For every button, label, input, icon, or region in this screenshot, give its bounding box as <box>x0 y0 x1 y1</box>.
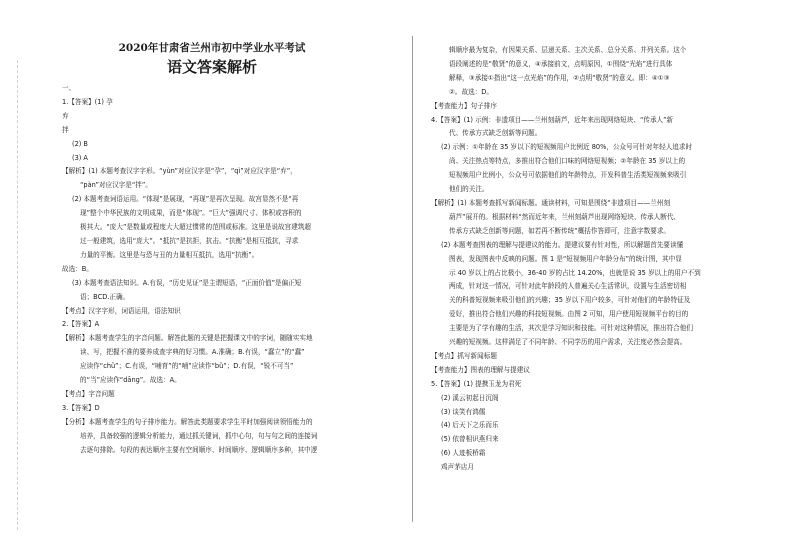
left-text-line: 【解析】本题考查学生的字音问题。解答此题的关键是把握课文中的字词，随随实实地 <box>62 334 313 343</box>
right-text-line: 鸡声茅店月 <box>441 463 474 472</box>
right-text-line: 4.【答案】(1) 示例：非遗项目——兰州刻葫芦，近年来出现网络短块、“传承人”新 <box>431 115 674 124</box>
right-text-line: 传承方式缺乏创新等问题，如若再不断传统”概括作答即可，注意字数要求。 <box>449 226 671 235</box>
left-text-line: 去逐句排除。句段的表达顺序主要有空间顺序、时间顺序、逻辑顺序多种，其中逻 <box>80 445 318 454</box>
left-text-line: 应读作“chǔ”；C.有误，“哺育”的“哺”应读作“bǔ”；D.有误，“锐不可当” <box>80 362 294 371</box>
right-text-line: 葫芦”展开的。根据材料“然而近年来，兰州刻葫芦出现网络短块、传承人断代、 <box>449 212 681 221</box>
left-text-line: 【考点】字音问题 <box>62 389 115 398</box>
binding-margin-line <box>17 60 18 530</box>
left-text-line: 力量的平衡。这里是与恐与丑的力量相互抵抗，选用“抗衡”。 <box>80 250 259 259</box>
left-text-line: 过一般建筑，选用“庞大”。“抵抗”是抗拒，抗击。“抗衡”是相互抵抗，寻求 <box>80 236 299 245</box>
left-text-line: (2) 本题考查词语运用。“体现”是展现，“再现”是再次呈现。故宫显然不是“再 <box>72 195 299 204</box>
right-text-line: (5) 依曾相识燕归来 <box>441 435 499 444</box>
right-text-line: 【解析】(1) 本题考查抓写新闻标题。通读材料，可知是围绕“非遗项目——兰州刻 <box>431 198 671 207</box>
right-text-line: 5.【答案】(1) 提携玉龙为君死 <box>431 379 522 388</box>
right-text-line: 语段阐述的是“敬贤”的意义，④承接前文，点明原因，①围绕“光焰”进行具体 <box>449 59 673 68</box>
right-text-line: (2) 溪云初起日沉阁 <box>441 393 499 402</box>
right-column-body <box>431 44 758 475</box>
right-text-line: 爱好，推出符合他们兴趣的科技短视频。由图 2 可知，用户使用短视频平台的目的 <box>449 310 689 319</box>
right-text-line: 解释，③承接①指出“这一点光焰”的作用，②点明“敬贤”的意义。即：④①③ <box>449 73 670 82</box>
left-text-line: 2.【答案】A <box>62 320 100 329</box>
left-text-line: (3) A <box>72 153 88 162</box>
left-text-line: 拌 <box>62 125 69 134</box>
right-text-line: (2) 示例：①年龄在 35 岁以下的短视频用户比例近 80%，公众号可针对年轻人追求时 <box>441 143 693 152</box>
left-text-line: 一、 <box>62 84 76 92</box>
right-text-line: 代、传承方式缺乏创新等问题。 <box>449 129 542 138</box>
left-text-line: 【分析】本题考查学生的句子排序能力。解答此类题要求学生平时加强阅读领悟能力的 <box>62 417 313 426</box>
answer-key-title: 语文答案解析 <box>166 58 257 76</box>
left-text-line: (2) B <box>72 139 88 148</box>
right-text-line: 【考查能力】句子排序 <box>431 101 497 110</box>
right-text-line: 示 40 岁以上的占比极小，36-40 岁的占比 14.20%，也就是说 35 岁以上的用户不到 <box>449 268 701 277</box>
column-divider <box>412 36 413 522</box>
left-text-line: 培养，具备较强的逻辑分析能力，通过抓关键词，抓中心句，句与句之间的连接词 <box>80 431 318 440</box>
left-text-line: 极其大。“庞大”是数量或程度大大超过惯常的范围或标准。这里是说故宫建筑超 <box>80 223 312 232</box>
right-column <box>431 44 758 475</box>
right-text-line: 辑顺序最为复杂，有因果关系、层递关系、主次关系、总分关系、并列关系。这个 <box>449 46 687 54</box>
left-text-line: 语；BCD.正确。 <box>80 292 130 301</box>
right-text-line: 兴趣的短视频。这样满足了不同年龄、不同学历的用户需求，关注度必然会提高。 <box>449 338 687 347</box>
right-text-line: (6) 人迹板桥霜 <box>441 449 486 458</box>
right-text-line: 图表，发现图表中反映的问题。图 1 是“短视频用户年龄分布”的统计图，其中显 <box>449 254 682 263</box>
right-text-line: 【考点】抓写新闻标题 <box>431 351 497 360</box>
exam-title: 2020年甘肃省兰州市初中学业水平考试 <box>118 42 306 54</box>
right-text-line: (3) 谈笑有鸿儒 <box>441 407 486 416</box>
right-text-line: (2) 本题考查图表的理解与提建议的能力。提建议要有针对性，所以解题首先要读懂 <box>441 240 684 249</box>
left-text-line: 1.【答案】(1) 孕 <box>62 97 113 106</box>
left-text-line: (3) 本题考查语法知识。A.有误，“历史见证”是主谓短语，“正面价值”是偏正短 <box>72 278 302 287</box>
right-text-line: 短视频用户比例小，公众号可依据他们的年龄特点，开发科普生活类短视频来吸引 <box>449 171 687 180</box>
left-column <box>62 40 395 457</box>
right-text-line: 主要是为了学有趣的生活，其次是学习知识和技能。可针对这种情况，推出符合他们 <box>449 324 693 333</box>
left-text-line: 【解析】(1) 本题考查汉字字形。“yùn”对应汉字是“孕”，“qì”对应汉字是“弃”， <box>62 167 297 176</box>
left-text-line: 现”整个中华民族的文明成果，而是“体现”。“巨大”强调尺寸、体积或容积的 <box>80 209 302 218</box>
right-text-line: (4) 后天下之乐而乐 <box>441 421 499 430</box>
left-text-line: 弃 <box>62 111 69 120</box>
right-text-line: 尚、关注热点等特点，多推出符合他们口味的网络短视频；②年龄在 35 岁以上的 <box>449 157 686 166</box>
right-text-line: 【考查能力】图表的理解与提建议 <box>431 365 530 374</box>
left-text-line: 【考点】汉字字形，词语运用，语法知识 <box>62 306 181 315</box>
left-text-line: 3.【答案】D <box>62 403 100 412</box>
left-text-line: “pàn”对应汉字是“拌”。 <box>80 181 152 190</box>
right-text-line: 关的科普短视频来吸引他们的兴趣；35 岁以下用户较多，可针对他们的年龄特征及 <box>449 296 691 305</box>
right-text-line: 他们的关注。 <box>449 185 489 194</box>
left-text-line: 的“当”应读作“dāng”。故选：A。 <box>80 376 181 385</box>
right-text-line: 两成，针对这一情况，可针对此年龄段的人普遍关心生活常识，设置与生活密切相 <box>449 282 687 291</box>
left-text-line: 读、写，把握不准的要养成查字典的好习惯。A.准确；B.有误，“蠢立”的“蠢” <box>80 348 305 357</box>
right-text-line: ②。故选：D。 <box>449 87 493 96</box>
left-text-line: 故选：B。 <box>62 264 93 273</box>
left-column-body <box>62 82 395 457</box>
